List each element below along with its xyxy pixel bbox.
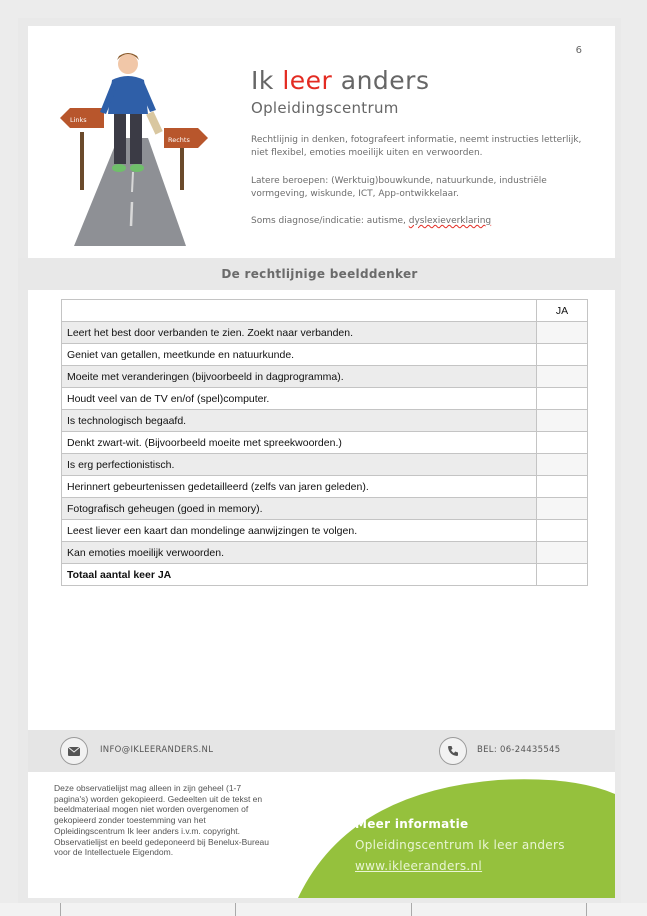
ja-cell[interactable] — [537, 322, 588, 344]
total-label: Totaal aantal keer JA — [62, 564, 537, 586]
table-row — [62, 520, 588, 542]
table-row — [62, 454, 588, 476]
footer — [28, 772, 615, 898]
divider — [235, 903, 236, 916]
ja-cell[interactable] — [537, 344, 588, 366]
table-row — [62, 388, 588, 410]
more-info-title: Meer informatie — [355, 817, 469, 831]
boy-on-road-illustration — [56, 50, 212, 246]
checklist-item: Houdt veel van de TV en/of (spel)computer. — [62, 388, 537, 410]
divider — [411, 903, 412, 916]
brand-title — [251, 66, 429, 95]
divider — [586, 903, 587, 916]
ja-cell[interactable] — [537, 542, 588, 564]
envelope-icon — [60, 737, 88, 765]
checklist-item: Is technologisch begaafd. — [62, 410, 537, 432]
more-info-subtitle: Opleidingscentrum Ik leer anders — [355, 838, 565, 852]
table-row — [62, 542, 588, 564]
table-row — [62, 476, 588, 498]
ja-cell[interactable] — [537, 432, 588, 454]
email-address[interactable]: INFO@IKLEERANDERS.NL — [100, 745, 214, 755]
careers-paragraph: Latere beroepen: (Werktuig)bouwkunde, natuurkunde, industriële vormgeving, wiskunde, ICT, App-ontwikkelaar. — [251, 176, 547, 199]
contact-bar — [28, 730, 615, 772]
checklist-item: Leest liever een kaart dan mondelinge aanwijzingen te volgen. — [62, 520, 537, 542]
checklist-item: Fotografisch geheugen (goed in memory). — [62, 498, 537, 520]
sign-left-text: Links — [70, 116, 87, 124]
next-page-edge — [0, 903, 647, 916]
total-ja-cell[interactable] — [537, 564, 588, 586]
header-section — [28, 26, 615, 264]
checklist-item: Geniet van getallen, meetkunde en natuurkunde. — [62, 344, 537, 366]
brand-title-part: anders — [332, 66, 430, 95]
table-row — [62, 322, 588, 344]
table-row — [62, 344, 588, 366]
table-row — [62, 366, 588, 388]
document-page — [18, 18, 621, 903]
checklist-item: Is erg perfectionistisch. — [62, 454, 537, 476]
ja-cell[interactable] — [537, 498, 588, 520]
ja-cell[interactable] — [537, 454, 588, 476]
brand-subtitle: Opleidingscentrum — [251, 99, 399, 117]
ja-cell[interactable] — [537, 366, 588, 388]
diagnosis-underlined: dyslexieverklaring — [408, 216, 492, 226]
checklist-item: Leert het best door verbanden te zien. Zoekt naar verbanden. — [62, 322, 537, 344]
section-title: De rechtlijnige beelddenker — [18, 258, 621, 290]
checklist-item: Herinnert gebeurtenissen gedetailleerd (zelfs van jaren geleden). — [62, 476, 537, 498]
table-row — [62, 498, 588, 520]
description-paragraph: Rechtlijnig in denken, fotografeert informatie, neemt instructies letterlijk, niet flexibel, emoties moeilijk uiten en verwoorden. — [251, 135, 582, 158]
checklist-item: Kan emoties moeilijk verwoorden. — [62, 542, 537, 564]
table-row — [62, 432, 588, 454]
total-row — [62, 564, 588, 586]
checklist-section — [28, 290, 615, 730]
ja-cell[interactable] — [537, 476, 588, 498]
ja-cell[interactable] — [537, 410, 588, 432]
diagnosis-paragraph — [251, 215, 586, 228]
divider — [60, 903, 61, 916]
copyright-disclaimer: Deze observatielijst mag alleen in zijn geheel (1-7 pagina's) worden gekopieerd. Gedeelten uit de tekst en beeldmateriaal mogen niet worden overgenomen of gekopieerd zonder toestemming van het Opleidingscentrum Ik leer anders i.v.m. copyright. Observatielijst en beeld gedeponeerd bij Benelux-Bureau voor de Intellectuele Eigendom. — [54, 783, 270, 858]
ja-column-header: JA — [537, 300, 588, 322]
ja-cell[interactable] — [537, 520, 588, 542]
sign-right-text: Rechts — [168, 136, 190, 144]
checklist-item: Moeite met veranderingen (bijvoorbeeld in dagprogramma). — [62, 366, 537, 388]
page-number: 6 — [575, 45, 582, 56]
table-row — [62, 410, 588, 432]
diagnosis-text: Soms diagnose/indicatie: autisme, — [251, 216, 409, 226]
brand-title-accent: leer — [282, 66, 333, 95]
brand-title-part: Ik — [251, 66, 283, 95]
table-header-row — [62, 300, 588, 322]
phone-icon — [439, 737, 467, 765]
ja-cell[interactable] — [537, 388, 588, 410]
phone-number[interactable]: BEL: 06-24435545 — [477, 745, 561, 755]
checklist-item: Denkt zwart-wit. (Bijvoorbeeld moeite met spreekwoorden.) — [62, 432, 537, 454]
checklist-table — [61, 299, 588, 586]
website-link[interactable]: www.ikleeranders.nl — [355, 859, 483, 873]
item-column-header — [62, 300, 537, 322]
